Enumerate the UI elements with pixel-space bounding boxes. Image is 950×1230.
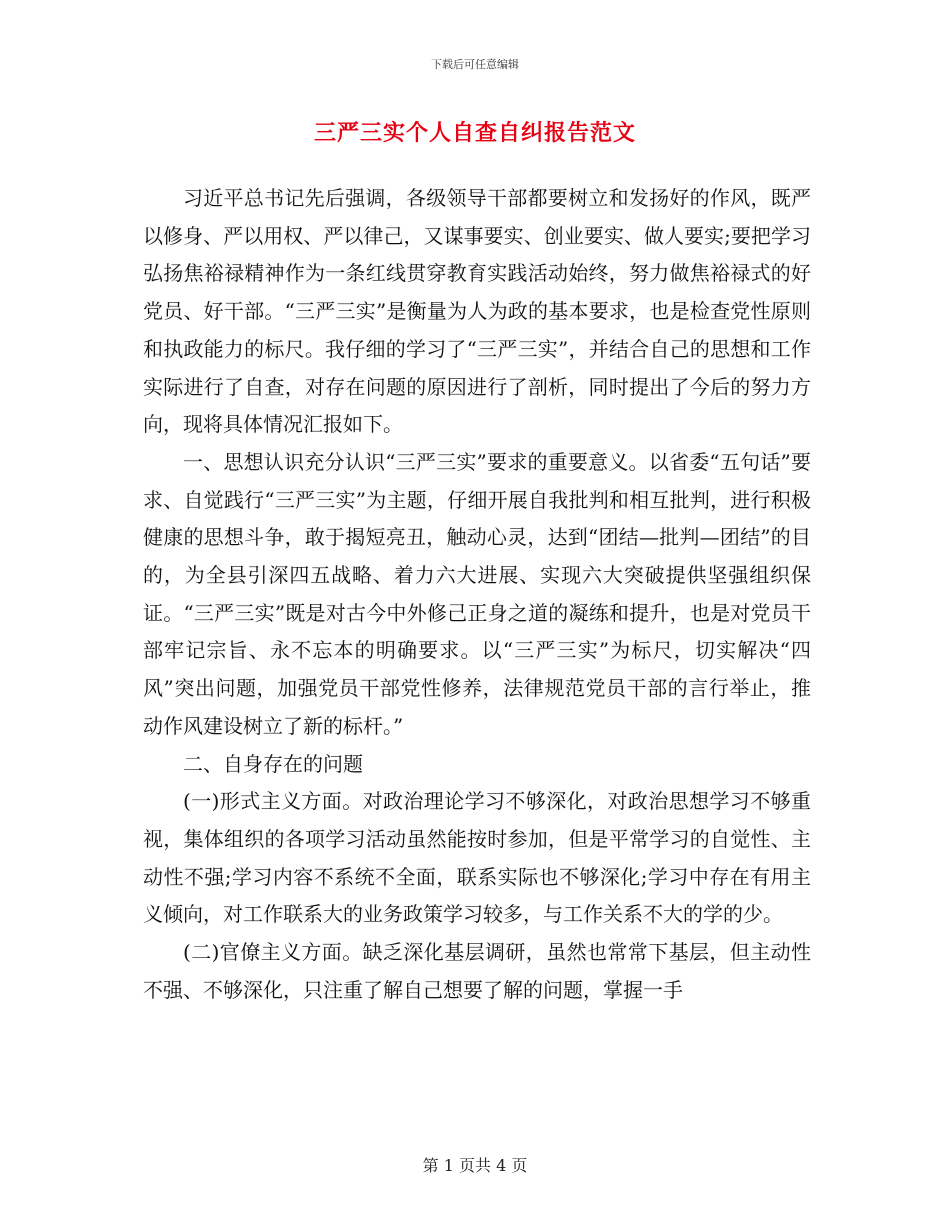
paragraph-section-1: 一、思想认识充分认识“三严三实”要求的重要意义。以省委“五句话”要求、自觉践行“三严三实”为主题，仔细开展自我批判和相互批判，进行积极健康的思想斗争，敢于揭短亮丑，触动心灵，达到“团结—批判—团结”的目的，为全县引深四五战略、着力六大进展、实现六大突破提供坚强组织保证。“三严三实”既是对古今中外修己正身之道的凝练和提升，也是对党员干部牢记宗旨、永不忘本的明确要求。以“三严三实”为标尺，切实解决“四风”突出问题，加强党员干部党性修养，法律规范党员干部的言行举止，推动作风建设树立了新的标杆。” xyxy=(143,449,811,738)
page-footer: 第 1 页共 4 页 xyxy=(422,1156,528,1175)
paragraph-intro: 习近平总书记先后强调，各级领导干部都要树立和发扬好的作风，既严以修身、严以用权、严以律己，又谋事要实、创业要实、做人要实;要把学习弘扬焦裕禄精神作为一条红线贯穿教育实践活动始终，努力做焦裕禄式的好党员、好干部。“三严三实”是衡量为人为政的基本要求，也是检查党性原则和执政能力的标尺。我仔细的学习了“三严三实”，并结合自己的思想和工作实际进行了自查，对存在问题的原因进行了剖析，同时提出了今后的努力方向，现将具体情况汇报如下。 xyxy=(143,186,811,437)
paragraph-formalism: (一)形式主义方面。对政治理论学习不够深化，对政治思想学习不够重视，集体组织的各项学习活动虽然能按时参加，但是平常学习的自觉性、主动性不强;学习内容不系统不全面，联系实际也不够深化;学习中存在有用主义倾向，对工作联系大的业务政策学习较多，与工作关系不大的学的少。 xyxy=(143,789,811,927)
document-title: 三严三实个人自查自纠报告范文 xyxy=(313,120,636,146)
header-note: 下载后可任意编辑 xyxy=(431,58,519,71)
paragraph-section-2-heading: 二、自身存在的问题 xyxy=(183,751,363,776)
paragraph-bureaucratism: (二)官僚主义方面。缺乏深化基层调研，虽然也常常下基层，但主动性不强、不够深化，只注重了解自己想要了解的问题，掌握一手 xyxy=(143,940,811,1002)
document-body xyxy=(143,180,811,1009)
